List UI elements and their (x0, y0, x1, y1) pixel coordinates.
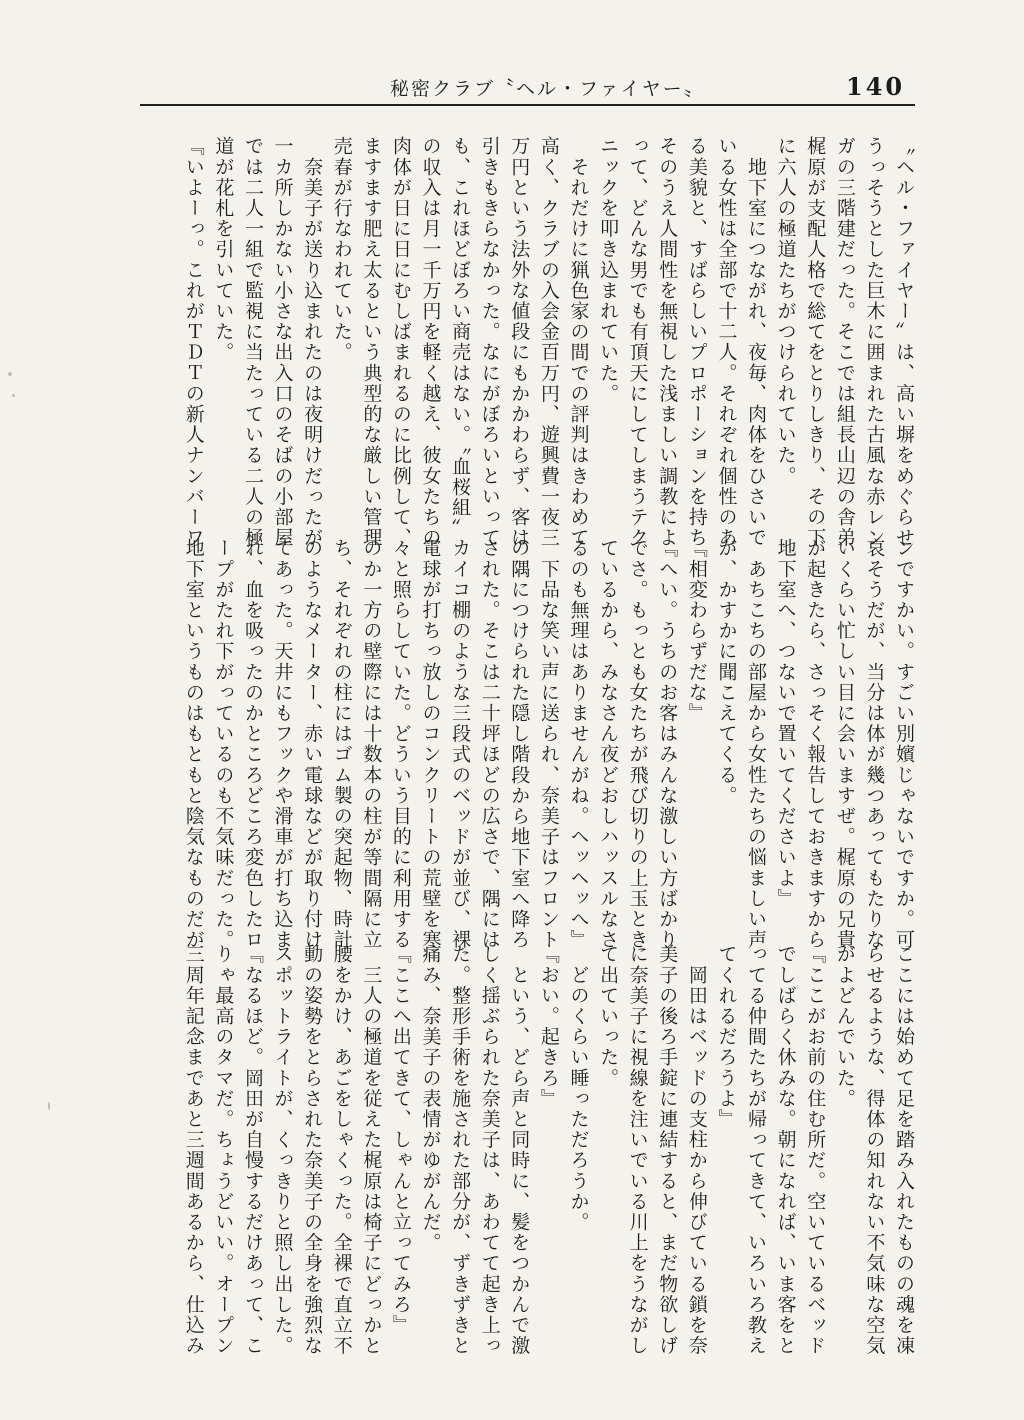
paper-speck (12, 394, 15, 397)
paper-speck (48, 1102, 50, 1110)
text-column-middle: ンですかい。すごい別嬪じゃないですか。可 哀そうだが、当分は体が幾つあってもたりな いくらい忙しい目に会いますぜ。梶原の兄貴 が起きたら、さっそく報告しておきますから 地下室へ、つないで置いてくださいよ』 あちこちの部屋から女性たちの悩ましい声 が、かすかに聞こえてくる。 『相変わらずだな』 『へい。うちのお客はみんな激しい方ばかり でさ。もっとも女たちが飛び切りの上玉とき ているから、みなさん夜どおしハッスルなさ るのも無理はありませんがね。ヘッヘッへ』 下品な笑い声に送られ、奈美子はフロント の隅につけられた隠し階段から地下室へ降ろ された。そこは二十坪ほどの広さで、隅には カイコ棚のような三段式のベッドが並び、裸 電球が打ちっ放しのコンクリートの荒壁を寒 々と照らしていた。どういう目的に利用する のか一方の壁際には十数本の柱が等間隔に立 ち、それぞれの柱にはゴム製の突起物、時計 のようなメーター、赤い電球などが取り付け てあった。天井にもフックや滑車が打ち込ま れ、血を吸ったのかところどころ変色したロ ープがたれ下がっているのも不気味だった。 地下室というものはもともと陰気なものだが (182, 538, 915, 950)
text-column-bottom: ここには始めて足を踏み入れたものの魂を凍 らせるような、得体の知れない不気味な空気 がよどんでいた。 『ここがお前の住む所だ。空いているベッド でしばらく休みな。朝になれば、いま客をと ってる仲間たちが帰ってきて、いろいろ教え てくれるだろうよ』 岡田はベッドの支柱から伸びている鎖を奈 美子の後ろ手錠に連結すると、まだ物欲しげ に奈美子に視線を注いでいる川上をうながし て出ていった。 どのくらい睡っただろうか。 『おい。起きろ』 という、どら声と同時に、髪をつかんで激 しく揺ぶられた奈美子は、あわてて起き上っ た。整形手術を施された部分が、ずきずきと 痛み、奈美子の表情がゆがんだ。 『ここへ出てきて、しゃんと立ってみろ』 三人の極道を従えた梶原は椅子にどっかと 腰をかけ、あごをしゃくった。全裸で直立不 動の姿勢をとらされた奈美子の全身を強烈な スポットライトが、くっきりと照し出した。 『なるほど。岡田が自慢するだけあって、こ りゃ最高のタマだ。ちょうどいい。オープン 三周年記念まであと三週間あるから、仕込み (182, 944, 915, 1356)
header-rule (140, 104, 915, 106)
paper-speck (8, 372, 12, 376)
page-number: 140 (846, 72, 906, 101)
running-head-title: 秘密クラブ〝ヘル・ファイヤー〟 (390, 78, 705, 100)
text-column-top: 〝ヘル・ファイヤー〟は、高い塀をめぐらせ うっそうとした巨木に囲まれた古風な赤レン ガの三階建だった。そこでは組長山辺の舎弟 梶原が支配人格で総てをとりしきり、その下 に六人の極道たちがつけられていた。 地下室につながれ、夜毎、肉体をひさいで いる女性は全部で十二人。それぞれ個性のあ る美貌と、すばらしいプロポーションを持ち そのうえ人間性を無視した浅ましい調教によ って、どんな男でも有頂天にしてしまうテク ニックを叩き込まれていた。 それだけに猟色家の間での評判はきわめて 高く、クラブの入会金百万円、遊興費一夜三 万円という法外な値段にもかかわらず、客は 引きもきらなかった。なにがぼろいといって も、これほどぼろい商売はない。〝血桜組〟 の収入は月一千万円を軽く越え、彼女たちの 肉体が日に日にむしばまれるのに比例して、 ますます肥え太るという典型的な厳しい管理 売春が行なわれていた。 奈美子が送り込まれたのは夜明けだったが 一カ所しかない小さな出入口のそばの小部屋 では二人一組で監視に当たっている二人の極 道が花札を引いていた。 『いよーっ。これがＴＤＴの新人ナンバーワ (182, 136, 915, 548)
